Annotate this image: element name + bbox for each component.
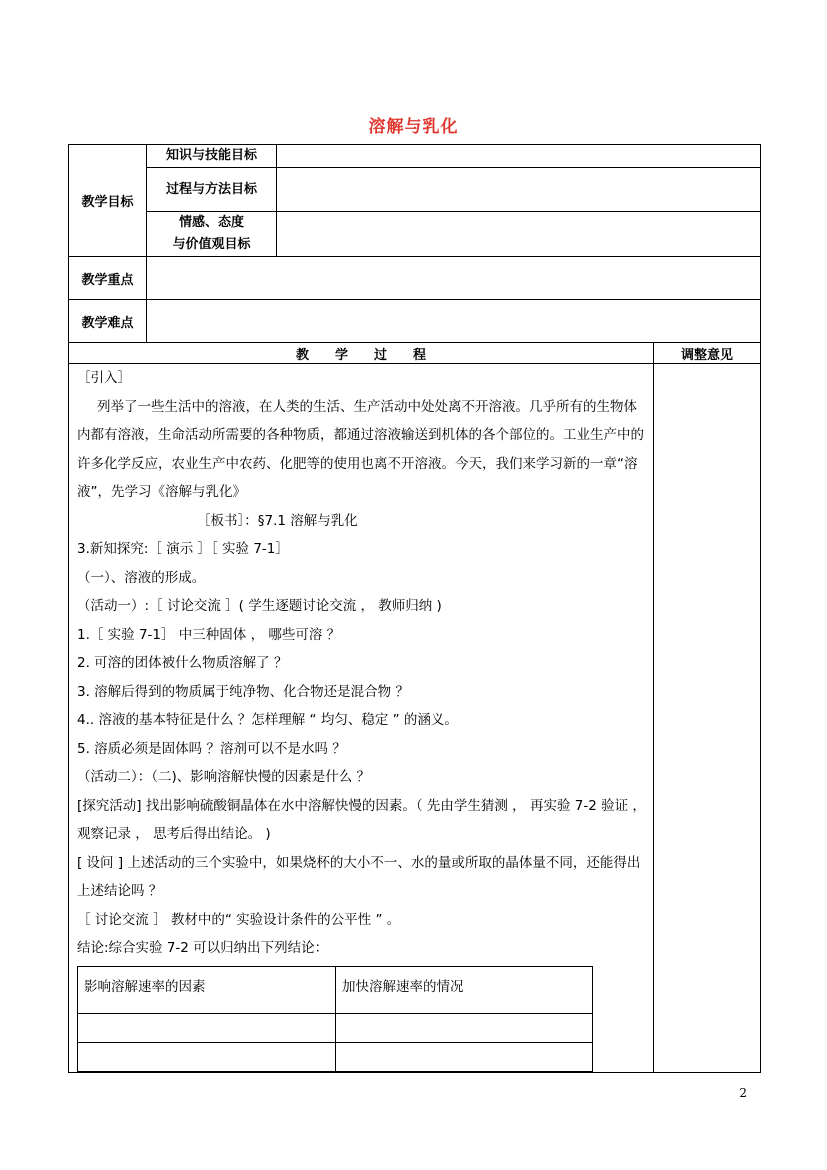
process-header: 教学过程 xyxy=(295,347,452,363)
factor-table-cell xyxy=(78,1013,336,1042)
goal-emotion-label xyxy=(147,212,277,257)
focus-value xyxy=(147,257,761,300)
factor-table-cell xyxy=(336,1042,593,1071)
focus-label: 教学重点 xyxy=(69,257,147,300)
adjust-cell xyxy=(654,364,761,1073)
section-one: （一）、溶液的形成。 xyxy=(77,569,206,586)
factor-table xyxy=(77,966,593,1072)
factor-table-cell xyxy=(78,1042,336,1071)
factor-table-header-2: 加快溶解速率的情况 xyxy=(336,966,593,1013)
activity-two: （活动二）：（二)、影响溶解快慢的因素是什么 ？ xyxy=(77,769,371,785)
question-4: 4.. 溶液的基本特征是什么 ？怎样理解 “ 均匀、稳定 ” 的涵义。 xyxy=(77,712,458,728)
goal-process-label: 过程与方法目标 xyxy=(147,168,277,212)
process-body xyxy=(69,364,654,1073)
intro-heading: ［引入］ xyxy=(77,370,131,386)
difficulty-label: 教学难点 xyxy=(69,300,147,343)
intro-paragraph: 列举了一些生活中的溶液，在人类的生活、生产活动中处处离不开溶液。几乎所有的生物体内都有溶液，生命活动所需要的各种物质，都通过溶液输送到机体的各个部位的。工业生产中的许多化学反应，农业生产中农药、化肥等的使用也离不开溶液。今天，我们来学习新的一章“溶液”，先学习《溶解与乳化》 xyxy=(77,398,644,500)
goal-knowledge-value xyxy=(277,145,761,168)
explore-line: 3.新知探究:［ 演示 ］［ 实验 7-1］ xyxy=(77,541,289,557)
page-number: 2 xyxy=(739,1086,747,1100)
question-5: 5. 溶质必须是固体吗 ？溶剂可以不是水吗 ？ xyxy=(77,740,346,757)
inquiry-activity: [探究活动] 找出影响硫酸铜晶体在水中溶解快慢的因素。（ 先由学生猜测 ， 再实验 7-2 验证 ， 观察记录 ， 思考后得出结论。 ) xyxy=(77,797,646,842)
process-header-cell xyxy=(69,343,654,364)
goal-emotion-value xyxy=(277,212,761,257)
goal-knowledge-label: 知识与技能目标 xyxy=(147,145,277,168)
conclusion-line: 结论:综合实验 7-2 可以归纳出下列结论： xyxy=(77,940,329,956)
discussion-line: ［ 讨论交流 ］ 教材中的“ 实验设计条件的公平性 ” 。 xyxy=(77,911,401,928)
goal-emotion-label-line2: 与价值观目标 xyxy=(172,237,251,252)
difficulty-value xyxy=(147,300,761,343)
goal-process-value xyxy=(277,168,761,212)
factor-table-header-1: 影响溶解速率的因素 xyxy=(78,966,336,1013)
question-setup: [ 设问 ] 上述活动的三个实验中，如果烧杯的大小不一、水的量或所取的晶体量不同，还能得出上述结论吗 ？ xyxy=(77,854,641,899)
lesson-plan-table xyxy=(68,144,761,1073)
factor-table-cell xyxy=(336,1013,593,1042)
board-note: ［板书］：§7.1 溶解与乳化 xyxy=(197,512,358,529)
question-2: 2. 可溶的团体被什么物质溶解了 ？ xyxy=(77,655,288,671)
question-1: 1.［ 实验 7-1］ 中三种固体 ， 哪些可溶 ？ xyxy=(77,626,341,643)
goals-label: 教学目标 xyxy=(69,145,147,257)
adjust-header: 调整意见 xyxy=(654,343,761,364)
goal-emotion-label-line1: 情感、态度 xyxy=(178,215,244,230)
document-title: 溶解与乳化 xyxy=(368,117,459,137)
activity-one: （活动一）:［ 讨论交流 ］( 学生逐题讨论交流 ， 教师归纳 ) xyxy=(77,598,442,614)
question-3: 3. 溶解后得到的物质属于纯净物、化合物还是混合物 ？ xyxy=(77,683,409,700)
